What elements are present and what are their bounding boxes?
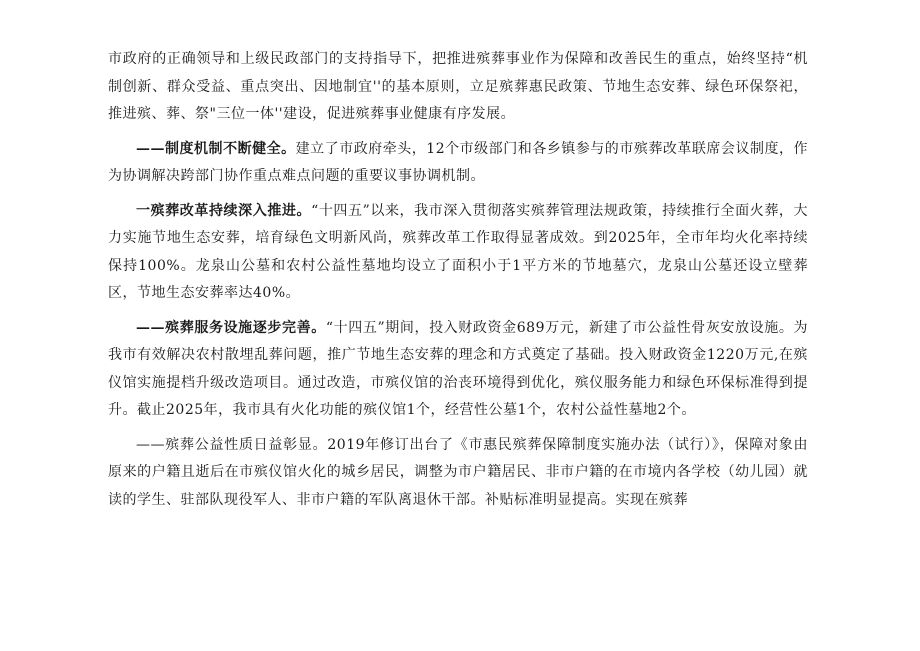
paragraph-institution	[108, 136, 808, 191]
paragraph-facilities	[108, 315, 808, 425]
paragraph-text: “十四五”以来，我市深入贯彻落实殡葬管理法规政策，持续推行全面火葬，大力实施节地生态安葬，培育绿色文明新风尚，殡葬改革工作取得显著成效。到2025年，全市年均火化率持续保持100%。龙泉山公墓和农村公益性墓地均设立了面积小于1平方米的节地墓穴，龙泉山公墓还设立壁葬区，节地生态安葬率达40%。	[108, 202, 809, 301]
paragraph-text: 建立了市政府牵头，12个市级部门和各乡镇参与的市殡葬改革联席会议制度，作为协调解决跨部门协作重点难点问题的重要议事协调机制。	[108, 140, 808, 184]
document-page	[108, 46, 808, 521]
paragraph-reform	[108, 198, 808, 308]
paragraph-public-welfare	[108, 432, 808, 515]
paragraph-text: ——殡葬公益性质日益彰显。2019年修订出台了《市惠民殡葬保障制度实施办法（试行）》，保障对象由原来的户籍且逝后在市殡仪馆火化的城乡居民，调整为市户籍居民、非市户籍的在市境内各学校（幼儿园）就读的学生、驻部队现役军人、非市户籍的军队离退休干部。补贴标准明显提高。实现在殡葬	[108, 436, 808, 508]
paragraph-intro	[108, 46, 808, 129]
paragraph-lead: ——殡葬服务设施逐步完善。	[136, 319, 326, 336]
paragraph-lead: 一殡葬改革持续深入推进。	[136, 202, 312, 219]
paragraph-lead: ——制度机制不断健全。	[136, 140, 296, 157]
paragraph-text: “十四五”期间，投入财政资金689万元，新建了市公益性骨灰安放设施。为我市有效解决农村散埋乱葬问题，推广节地生态安葬的理念和方式奠定了基础。投入财政资金1220万元,在殡仪馆实施提档升级改造项目。通过改造，市殡仪馆的治丧环境得到优化，殡仪服务能力和绿色环保标准得到提升。截止2025年，我市具有火化功能的殡仪馆1个，经营性公墓1个，农村公益性墓地2个。	[108, 319, 808, 418]
paragraph-text: 市政府的正确领导和上级民政部门的支持指导下，把推进殡葬事业作为保障和改善民生的重点，始终坚持“机制创新、群众受益、重点突出、因地制宜''的基本原则，立足殡葬惠民政策、节地生态安葬、绿色环保祭祀，推进殡、葬、祭"三位一体''建设，促进殡葬事业健康有序发展。	[108, 51, 808, 122]
